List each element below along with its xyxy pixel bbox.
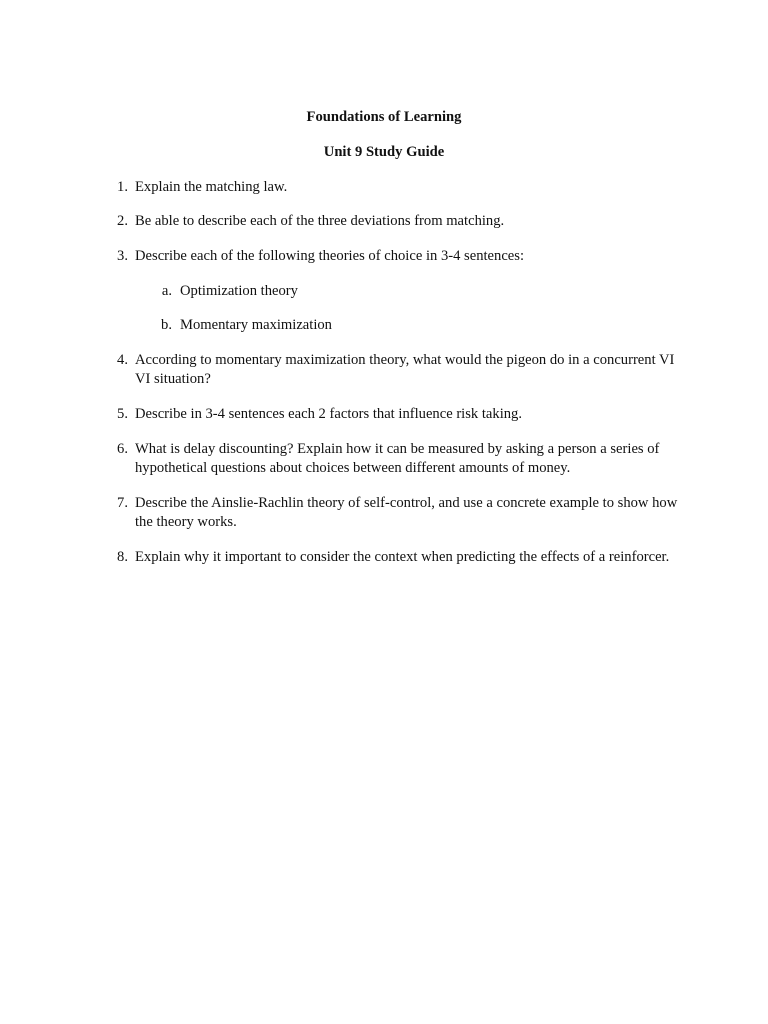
sub-item-text: Optimization theory xyxy=(180,283,298,299)
sub-item-letter: b. xyxy=(161,317,172,333)
item-number: 5. xyxy=(117,406,128,422)
item-text: Explain why it important to consider the context when predicting the effects of a reinforcer. xyxy=(135,549,670,565)
item-number: 6. xyxy=(117,441,128,457)
document-title: Foundations of Learning xyxy=(306,109,462,125)
item-text: Describe the Ainslie-Rachlin theory of self-control, and use a concrete example to show how the theory works. xyxy=(135,495,678,530)
item-number: 1. xyxy=(117,179,128,195)
sub-item-letter: a. xyxy=(161,283,172,299)
item-text: Be able to describe each of the three deviations from matching. xyxy=(135,213,505,229)
document-subtitle: Unit 9 Study Guide xyxy=(323,144,445,160)
item-text: What is delay discounting? Explain how it can be measured by asking a person a series of hypothetical questions about choices between different amounts of money. xyxy=(135,441,660,476)
item-text: Describe in 3-4 sentences each 2 factors that influence risk taking. xyxy=(135,406,522,422)
item-text: According to momentary maximization theory, what would the pigeon do in a concurrent VI VI situation? xyxy=(135,352,675,387)
item-number: 8. xyxy=(117,549,128,565)
item-text: Explain the matching law. xyxy=(135,179,288,195)
item-number: 4. xyxy=(117,352,128,368)
item-number: 7. xyxy=(117,495,128,511)
item-number: 2. xyxy=(117,213,128,229)
item-text: Describe each of the following theories of choice in 3-4 sentences: xyxy=(135,248,525,264)
item-number: 3. xyxy=(117,248,128,264)
sub-item-text: Momentary maximization xyxy=(180,317,332,333)
